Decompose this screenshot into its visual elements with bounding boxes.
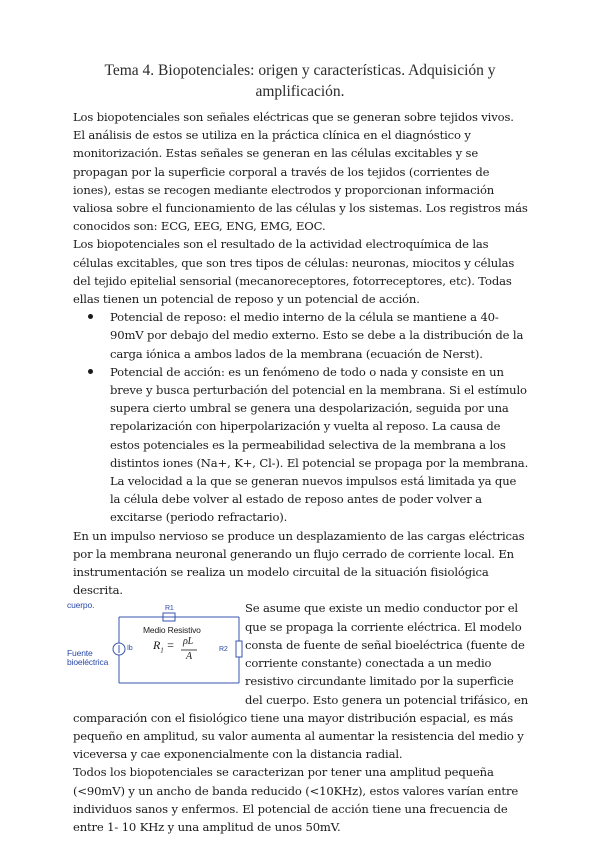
paragraph-characteristics: Todos los biopotenciales se caracterizan por tener una amplitud pequeña (<90mV) y un ancho de banda reducido (<10KHz), estos valores varían entre individuos sanos y enfermos. El potencial de acción tiene una frecuencia de entre 1- 10 KHz y una amplitud de unos 50mV.: [73, 765, 519, 834]
medium-label: Medio Resistivo: [143, 625, 201, 636]
source-tag: Ib: [127, 645, 133, 653]
document-body: [67, 108, 529, 836]
paragraph-nerve-impulse: En un impulso nervioso se produce un desplazamiento de las cargas eléctricas por la membrana neuronal generando un flujo cerrado de corriente local. En instrumentación se realiza un modelo circuital de la situación fisiológica descrita.: [73, 528, 525, 598]
formula-r: R: [153, 638, 161, 653]
source-label: Fuente bioeléctrica: [67, 648, 109, 668]
figure-top-label: cuerpo.: [67, 600, 95, 611]
formula-denominator: A: [186, 651, 192, 663]
document-title: Tema 4. Biopotenciales: origen y características. Adquisición y amplificación.: [104, 62, 496, 100]
paragraph-intro: Los biopotenciales son señales eléctricas que se generan sobre tejidos vivos. El análisis de estos se utiliza en la práctica clínica en el diagnóstico y monitorización. Estas señales se generan en las células excitables y se propagan por la superficie corporal a través de los tejidos (corrientes de iones), estas se recogen mediante electrodos y proporcionan información valiosa sobre el funcionamiento de las células y los sistemas. Los registros más conocidos son: ECG, EEG, ENG, EMG, EOC.: [73, 110, 528, 234]
circuit-model-figure: [65, 600, 245, 698]
paragraph-cell-types: Los biopotenciales son el resultado de la actividad electroquímica de las células excitables, que son tres tipos de células: neuronas, miocitos y células del tejido epitelial sensorial (mecanoreceptores, fotorreceptores, etc). Todas ellas tienen un potencial de reposo y un potencial de acción.: [73, 237, 515, 307]
paragraph-circuit-model: Se asume que existe un medio conductor por el que se propaga la corriente eléctrica. El modelo consta de fuente de señal bioeléctrica (fuente de corriente constante) conectada a un medio resistivo circundante limitado por la superficie del cuerpo. Esto genera un potencial trifásico, en comparación con el fisiológico tiene una mayor distribución espacial, es más pequeño en amplitud, su valor aumenta al aumentar la resistencia del medio y viceversa y cae exponencialmente con la distancia radial.: [73, 601, 529, 762]
formula-lhs: $R_1$ =: [153, 638, 175, 655]
potential-types-list: [73, 308, 529, 526]
formula-numerator: ρL: [183, 636, 194, 648]
r2-tag: R2: [219, 646, 228, 654]
list-item-resting-potential: Potencial de reposo: el medio interno de la célula se mantiene a 40-90mV por debajo del medio externo. Esto se debe a la distribución de la carga iónica a ambos lados de la membrana (ecuación de Nerst).: [110, 308, 529, 363]
list-item-action-potential: Potencial de acción: es un fenómeno de todo o nada y consiste en un breve y busca perturbación del potencial en la membrana. Si el estímulo supera cierto umbral se genera una despolarización, seguida por una repolarización con hiperpolarización y vuelta al reposo. La causa de estos potenciales es la permeabilidad selectiva de la membrana a los distintos iones (Na+, K+, Cl-). El potencial se propaga por la membrana. La velocidad a la que se generan nuevos impulsos está limitada ya que la célula debe volver al estado de reposo antes de poder volver a excitarse (periodo refractario).: [110, 363, 529, 527]
formula-subscript: 1: [160, 646, 164, 655]
r1-label: R1: [165, 605, 174, 613]
